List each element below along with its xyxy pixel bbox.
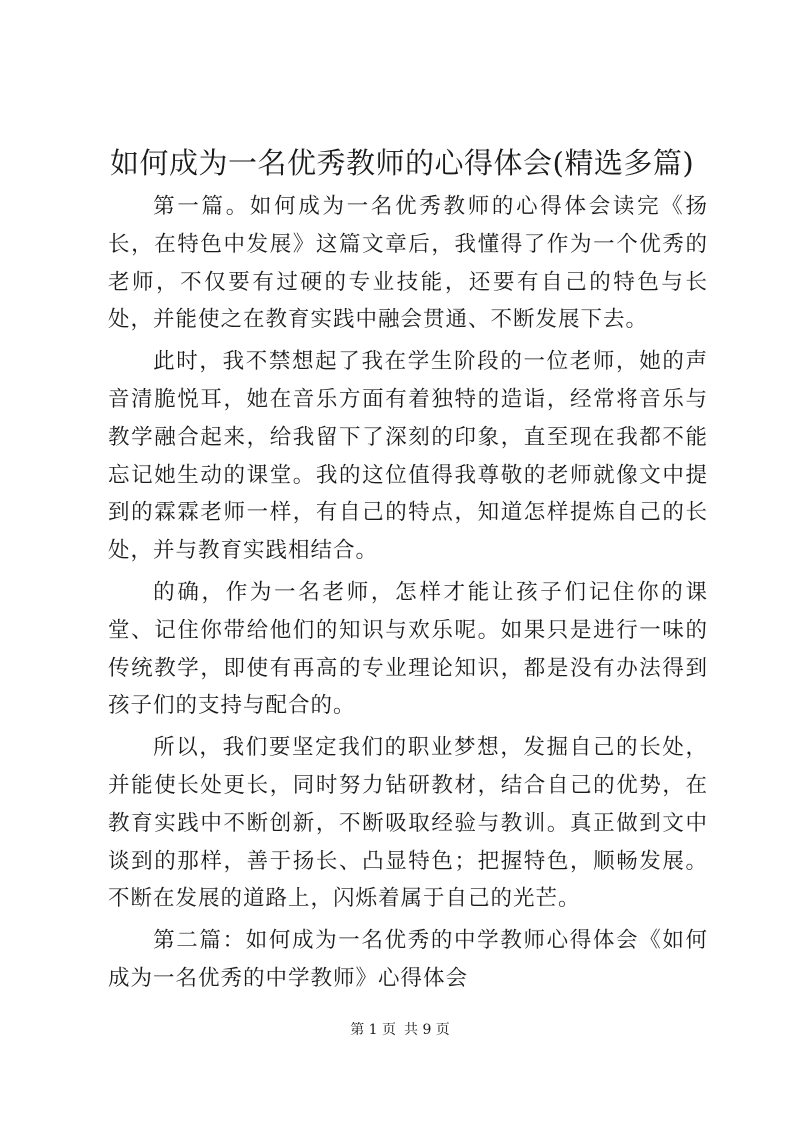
paragraph-1: 第一篇。如何成为一名优秀教师的心得体会读完《扬长，在特色中发展》这篇文章后，我懂得了作为一个优秀的老师，不仅要有过硬的专业技能，还要有自己的特色与长处，并能使之在教育实践中融会贯通、不断发展下去。 xyxy=(108,194,708,333)
page-number: 第 1 页 xyxy=(350,1022,396,1038)
document-title: 如何成为一名优秀教师的心得体会(精选多篇) xyxy=(110,146,695,180)
paragraph-3: 的确，作为一名老师，怎样才能让孩子们记住你的课堂、记住你带给他们的知识与欢乐呢。如果只是进行一味的传统教学，即使有再高的专业理论知识，都是没有办法得到孩子们的支持与配合的。 xyxy=(108,579,708,719)
page-total: 共 9 页 xyxy=(404,1022,450,1038)
document-body xyxy=(108,188,708,1002)
paragraph-5: 第二篇：如何成为一名优秀的中学教师心得体会《如何成为一名优秀的中学教师》心得体会 xyxy=(108,928,708,991)
paragraph-2: 此时，我不禁想起了我在学生阶段的一位老师，她的声音清脆悦耳，她在音乐方面有着独特的造诣，经常将音乐与教学融合起来，给我留下了深刻的印象，直至现在我都不能忘记她生动的课堂。我的这位值得我尊敬的老师就像文中提到的霖霖老师一样，有自己的特点，知道怎样提炼自己的长处，并与教育实践相结合。 xyxy=(108,349,708,564)
paragraph-4: 所以，我们要坚定我们的职业梦想，发掘自己的长处，并能使长处更长，同时努力钻研教材，结合自己的优势，在教育实践中不断创新，不断吸取经验与教训。真正做到文中谈到的那样，善于扬长、凸显特色；把握特色，顺畅发展。不断在发展的道路上，闪烁着属于自己的光芒。 xyxy=(108,735,708,912)
page-footer xyxy=(0,1020,800,1040)
